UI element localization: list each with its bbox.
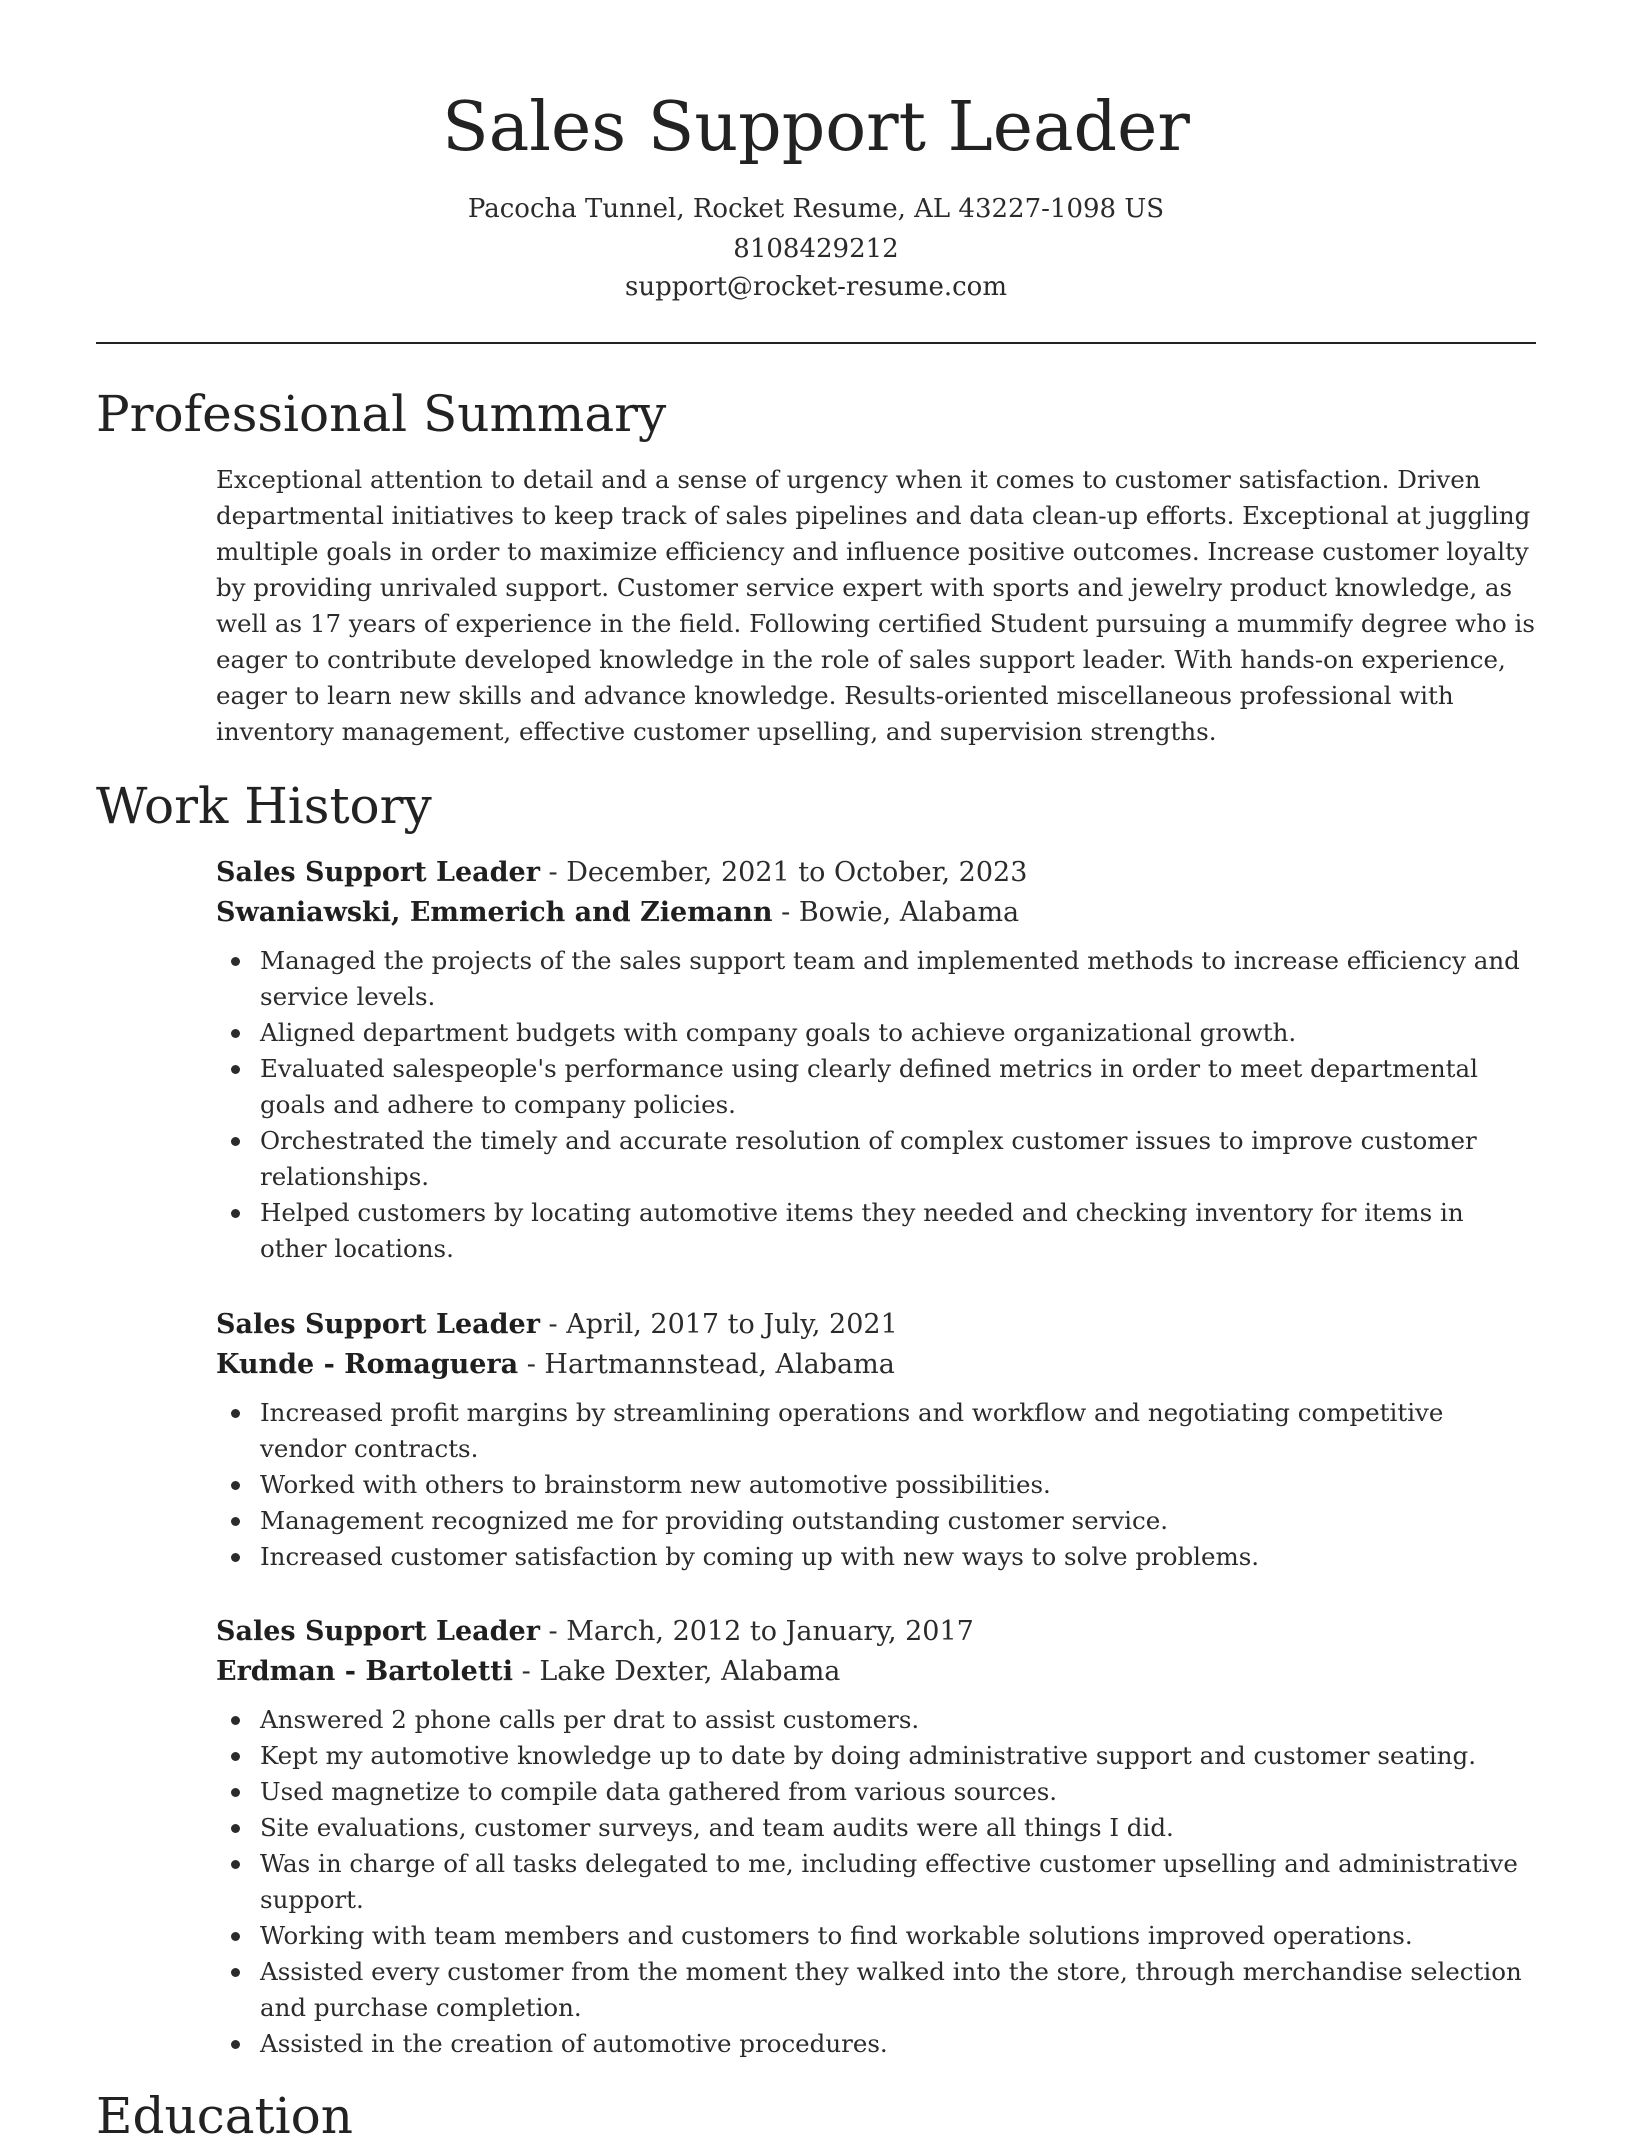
bullet-dot <box>231 2040 240 2049</box>
contact-address: Pacocha Tunnel, Rocket Resume, AL 43227-1098 US <box>467 194 1165 224</box>
separator: - <box>539 1309 567 1340</box>
bullet-text: Aligned department budgets with company goals to achieve organizational growth. <box>260 1018 1297 1047</box>
job-entry <box>216 853 1536 1267</box>
bullet-text: Increased customer satisfaction by coming up with new ways to solve problems. <box>260 1542 1260 1571</box>
bullet-text: Site evaluations, customer surveys, and team audits were all things I did. <box>260 1813 1174 1842</box>
job-role: Sales Support Leader <box>216 1309 540 1340</box>
bullet-text: Was in charge of all tasks delegated to me, including effective customer upselling and administrative support. <box>260 1849 1518 1914</box>
job-company: Swaniawski, Emmerich and Ziemann <box>216 897 773 928</box>
bullet-item <box>216 1015 1536 1051</box>
job-company-line <box>216 893 1536 933</box>
section-title-summary: Professional Summary <box>96 385 667 443</box>
bullet-text: Increased profit margins by streamlining operations and workflow and negotiating competitive vendor contracts. <box>260 1398 1444 1463</box>
bullet-dot <box>231 1517 240 1526</box>
separator: - <box>518 1349 545 1380</box>
bullet-item <box>216 1954 1536 2026</box>
bullet-item <box>216 1918 1536 1954</box>
bullet-dot <box>231 1065 240 1074</box>
bullet-dot <box>231 1716 240 1725</box>
job-company: Kunde - Romaguera <box>216 1349 519 1380</box>
bullet-dot <box>231 1788 240 1797</box>
bullet-item <box>216 1702 1536 1738</box>
bullet-text: Working with team members and customers to find workable solutions improved operations. <box>260 1921 1413 1950</box>
bullet-text: Helped customers by locating automotive items they needed and checking inventory for items in other locations. <box>260 1198 1464 1263</box>
bullet-item <box>216 1774 1536 1810</box>
bullet-text: Orchestrated the timely and accurate resolution of complex customer issues to improve customer relationships. <box>260 1126 1477 1191</box>
bullet-text: Kept my automotive knowledge up to date by doing administrative support and customer seating. <box>260 1741 1477 1770</box>
bullet-text: Answered 2 phone calls per drat to assist customers. <box>260 1705 920 1734</box>
bullet-item <box>216 1467 1536 1503</box>
bullet-item <box>216 1810 1536 1846</box>
contact-phone: 8108429212 <box>733 234 899 264</box>
section-title-education: Education <box>96 2087 353 2145</box>
bullet-dot <box>231 1932 240 1941</box>
job-bullets <box>216 1395 1536 1575</box>
job-title-line <box>216 1612 1536 1652</box>
job-role: Sales Support Leader <box>216 1616 540 1647</box>
separator: - <box>772 897 799 928</box>
job-role: Sales Support Leader <box>216 857 540 888</box>
bullet-text: Managed the projects of the sales support team and implemented methods to increase efficiency and service levels. <box>260 946 1520 1011</box>
bullet-item <box>216 1539 1536 1575</box>
bullet-dot <box>231 1209 240 1218</box>
bullet-text: Assisted in the creation of automotive procedures. <box>260 2029 888 2058</box>
job-title-line <box>216 1305 1536 1345</box>
bullet-text: Assisted every customer from the moment they walked into the store, through merchandise selection and purchase completion. <box>260 1957 1522 2022</box>
section-title-work-history: Work History <box>96 777 432 835</box>
job-bullets <box>216 1702 1536 2062</box>
bullet-text: Worked with others to brainstorm new automotive possibilities. <box>260 1470 1051 1499</box>
job-dates: April, 2017 to July, 2021 <box>566 1309 898 1340</box>
bullet-dot <box>231 1029 240 1038</box>
resume-name: Sales Support Leader <box>442 88 1190 167</box>
separator: - <box>513 1656 540 1687</box>
bullet-dot <box>231 1137 240 1146</box>
separator: - <box>539 1616 567 1647</box>
bullet-item <box>216 2026 1536 2062</box>
bullet-item <box>216 1846 1536 1918</box>
bullet-dot <box>231 957 240 966</box>
job-entry <box>216 1305 1536 1575</box>
bullet-item <box>216 1195 1536 1267</box>
job-entry <box>216 1612 1536 2062</box>
job-bullets <box>216 943 1536 1267</box>
job-company-line <box>216 1345 1536 1385</box>
job-location: Lake Dexter, Alabama <box>539 1656 841 1687</box>
bullet-item <box>216 1738 1536 1774</box>
bullet-dot <box>231 1860 240 1869</box>
bullet-item <box>216 1051 1536 1123</box>
bullet-dot <box>231 1752 240 1761</box>
bullet-item <box>216 1123 1536 1195</box>
job-company: Erdman - Bartoletti <box>216 1656 514 1687</box>
bullet-text: Management recognized me for providing outstanding customer service. <box>260 1506 1169 1535</box>
job-dates: March, 2012 to January, 2017 <box>566 1616 974 1647</box>
job-dates: December, 2021 to October, 2023 <box>566 857 1028 888</box>
bullet-dot <box>231 1824 240 1833</box>
separator: - <box>539 857 567 888</box>
job-location: Hartmannstead, Alabama <box>544 1349 895 1380</box>
job-location: Bowie, Alabama <box>798 897 1020 928</box>
bullet-dot <box>231 1553 240 1562</box>
bullet-item <box>216 943 1536 1015</box>
bullet-item <box>216 1503 1536 1539</box>
bullet-text: Evaluated salespeople's performance using clearly defined metrics in order to meet departmental goals and adhere to company policies. <box>260 1054 1478 1119</box>
bullet-text: Used magnetize to compile data gathered from various sources. <box>260 1777 1058 1806</box>
bullet-dot <box>231 1481 240 1490</box>
contact-email: support@rocket-resume.com <box>624 272 1007 302</box>
bullet-dot <box>231 1968 240 1977</box>
job-title-line <box>216 853 1536 893</box>
header-divider <box>96 342 1536 344</box>
summary-text: Exceptional attention to detail and a sense of urgency when it comes to customer satisfaction. Driven departmental initiatives to keep track of sales pipelines and data clean-up efforts. Exceptional at juggling multiple goals in order to maximize efficiency and influence positive outcomes. Increase customer loyalty by providing unrivaled support. Customer service expert with sports and jewelry product knowledge, as well as 17 years of experience in the field. Following certified Student pursuing a mummify degree who is eager to contribute developed knowledge in the role of sales support leader. With hands-on experience, eager to learn new skills and advance knowledge. Results-oriented miscellaneous professional with inventory management, effective customer upselling, and supervision strengths. <box>216 465 1535 746</box>
bullet-dot <box>231 1409 240 1418</box>
job-company-line <box>216 1652 1536 1692</box>
bullet-item <box>216 1395 1536 1467</box>
